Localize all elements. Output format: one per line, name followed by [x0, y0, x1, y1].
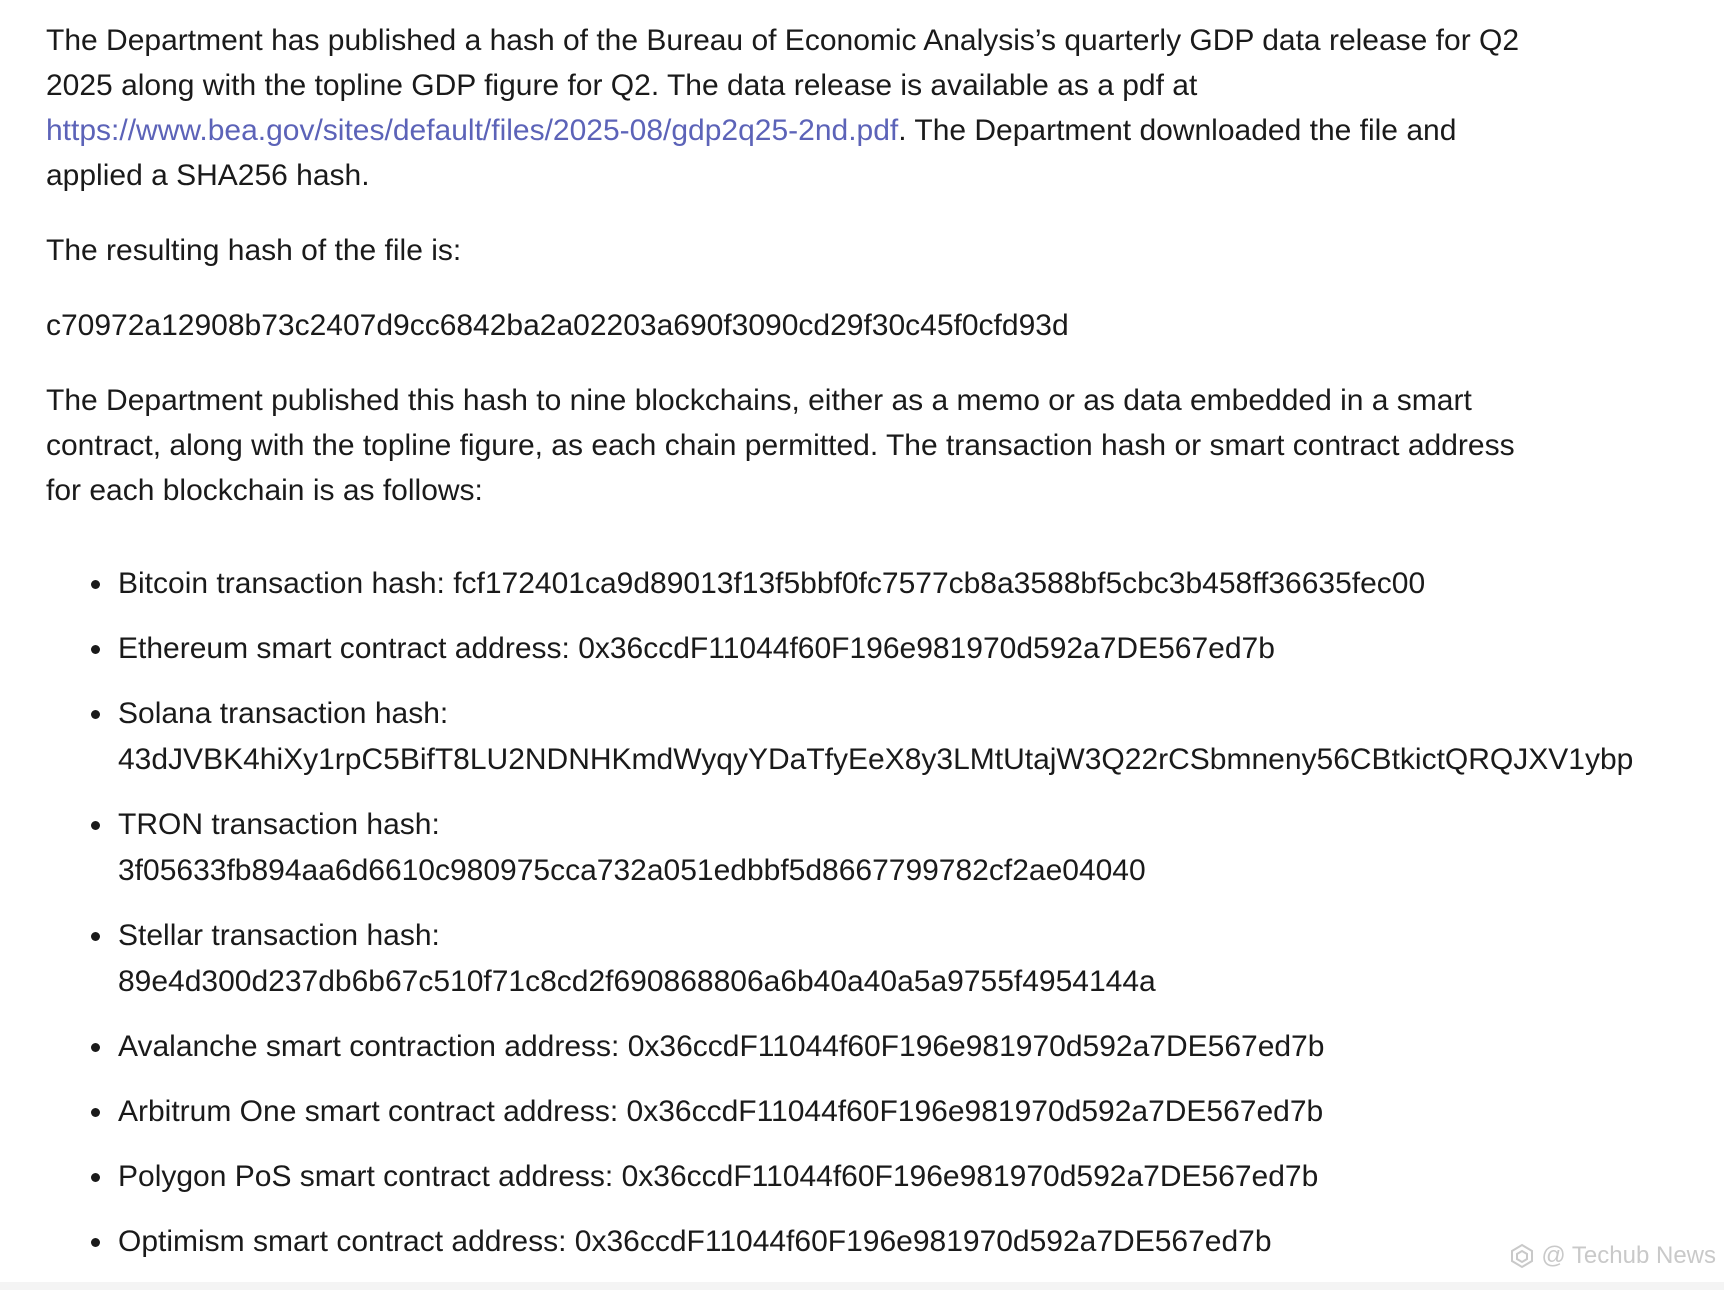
bullet-icon	[91, 1238, 100, 1247]
chain-hash-value: fcf172401ca9d89013f13f5bbf0fc7577cb8a3588bf5cbc3b458ff36635fec00	[453, 567, 1426, 600]
chain-list-item	[46, 1154, 1706, 1200]
chain-label: Stellar transaction hash:	[118, 919, 440, 952]
chain-label: Polygon PoS smart contract address:	[118, 1160, 622, 1193]
intro-text-before-link: The Department has published a hash of the Bureau of Economic Analysis’s quarterly GDP data release for Q2 2025 along with the topline GDP figure for Q2. The data release is available as a pdf at	[46, 24, 1520, 102]
chain-label: Bitcoin transaction hash:	[118, 567, 454, 600]
chain-list-item	[46, 1024, 1706, 1070]
chain-list-item	[46, 913, 1706, 1005]
publish-paragraph: The Department published this hash to nine blockchains, either as a memo or as data embedded in a smart contract, along with the topline figure, as each chain permitted. The transaction hash or smart contract address for each blockchain is as follows:	[46, 384, 1515, 507]
intro-paragraph	[46, 18, 1526, 198]
chain-label: TRON transaction hash:	[118, 808, 440, 841]
intro-text-after-link: . The Department downloaded the file and applied a SHA256 hash.	[46, 114, 1457, 192]
chain-list-item	[46, 802, 1706, 894]
bullet-icon	[91, 1173, 100, 1182]
bullet-icon	[91, 1108, 100, 1117]
techub-logo-icon	[1509, 1243, 1535, 1269]
watermark-text: @ Techub News	[1541, 1242, 1716, 1269]
bottom-divider	[0, 1282, 1724, 1290]
bullet-icon	[91, 645, 100, 654]
chain-label: Arbitrum One smart contract address:	[118, 1095, 627, 1128]
file-hash-value: c70972a12908b73c2407d9cc6842ba2a02203a690f3090cd29f30c45f0cfd93d	[46, 309, 1069, 342]
chain-hash-value: 89e4d300d237db6b67c510f71c8cd2f690868806a6b40a40a5a9755f4954144a	[118, 965, 1156, 998]
chain-label: Optimism smart contract address:	[118, 1225, 575, 1258]
chain-list-item	[46, 626, 1706, 672]
chain-label: Solana transaction hash:	[118, 697, 449, 730]
chain-hash-value: 43dJVBK4hiXy1rpC5BifT8LU2NDNHKmdWyqyYDaTfyEeX8y3LMtUtajW3Q22rCSbmneny56CBtkictQRQJXV1ybp	[118, 743, 1634, 776]
chain-hash-value: 0x36ccdF11044f60F196e981970d592a7DE567ed7b	[621, 1160, 1319, 1193]
bullet-icon	[91, 580, 100, 589]
result-label: The resulting hash of the file is:	[46, 234, 462, 267]
blockchain-list	[46, 561, 1706, 1265]
chain-list-item	[46, 561, 1706, 607]
chain-list-item	[46, 691, 1706, 783]
chain-hash-value: 0x36ccdF11044f60F196e981970d592a7DE567ed7b	[578, 632, 1275, 665]
bea-pdf-link[interactable]: https://www.bea.gov/sites/default/files/2025-08/gdp2q25-2nd.pdf	[46, 114, 899, 147]
chain-hash-value: 0x36ccdF11044f60F196e981970d592a7DE567ed7b	[626, 1095, 1324, 1128]
watermark	[1509, 1242, 1716, 1270]
bullet-icon	[91, 1043, 100, 1052]
chain-hash-value: 0x36ccdF11044f60F196e981970d592a7DE567ed7b	[574, 1225, 1272, 1258]
article-body	[46, 18, 1706, 1284]
bullet-icon	[91, 821, 100, 830]
chain-label: Avalanche smart contraction address:	[118, 1030, 628, 1063]
chain-hash-value: 0x36ccdF11044f60F196e981970d592a7DE567ed7b	[627, 1030, 1325, 1063]
chain-label: Ethereum smart contract address:	[118, 632, 579, 665]
bullet-icon	[91, 932, 100, 941]
bullet-icon	[91, 710, 100, 719]
chain-list-item	[46, 1219, 1706, 1265]
chain-list-item	[46, 1089, 1706, 1135]
chain-hash-value: 3f05633fb894aa6d6610c980975cca732a051edbbf5d8667799782cf2ae04040	[118, 854, 1146, 887]
